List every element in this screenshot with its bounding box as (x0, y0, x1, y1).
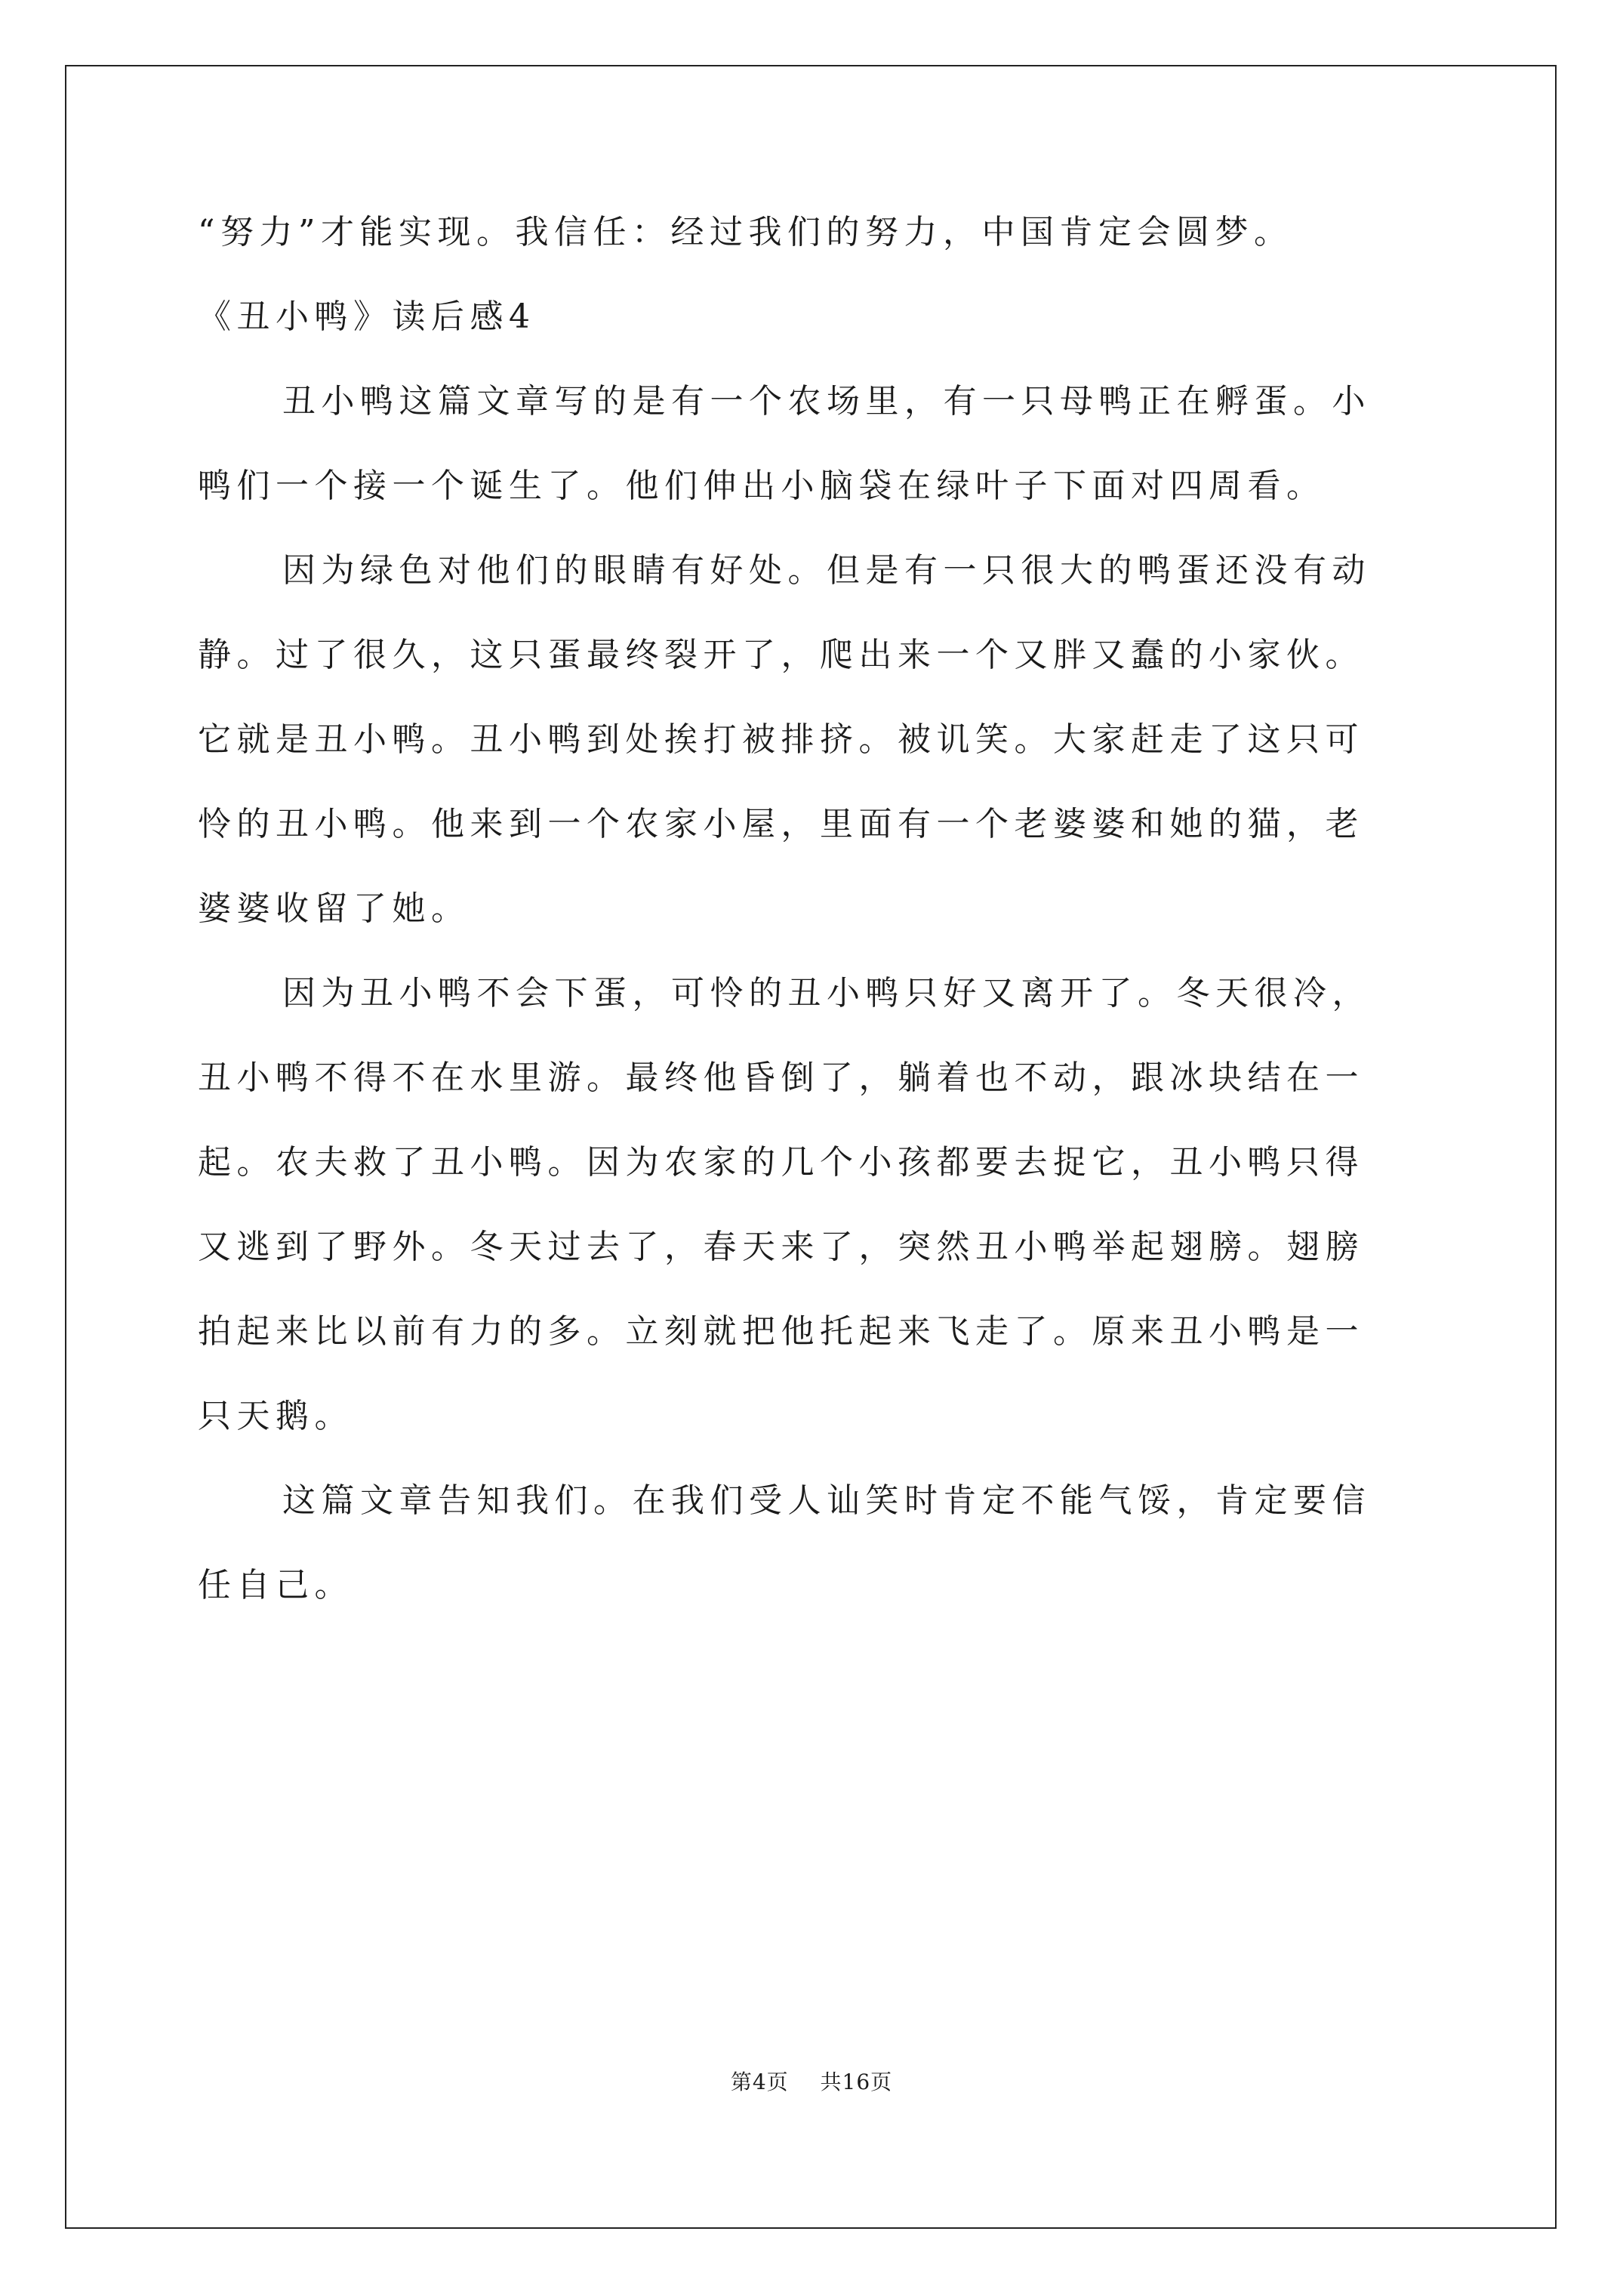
text-line: 任自己。 (198, 1566, 353, 1604)
text-line: 这篇文章告知我们。在我们受人讪笑时肯定不能气馁，肯定要信 (282, 1481, 1371, 1520)
page-number: 第4页 (730, 2069, 789, 2094)
text-line: 拍起来比以前有力的多。立刻就把他托起来飞走了。原来丑小鸭是一 (198, 1312, 1364, 1351)
text-line: 丑小鸭这篇文章写的是有一个农场里，有一只母鸭正在孵蛋。小 (282, 382, 1371, 421)
text-line: 又逃到了野外。冬天过去了，春天来了，突然丑小鸭举起翅膀。翅膀 (198, 1228, 1364, 1266)
text-line: 因为丑小鸭不会下蛋，可怜的丑小鸭只好又离开了。冬天很冷， (282, 974, 1371, 1012)
text-line: 因为绿色对他们的眼睛有好处。但是有一只很大的鸭蛋还没有动 (282, 551, 1371, 590)
section-heading: 《丑小鸭》读后感4 (198, 297, 536, 336)
text-line: 它就是丑小鸭。丑小鸭到处挨打被排挤。被讥笑。大家赶走了这只可 (198, 720, 1364, 759)
text-line: “努力”才能实现。我信任：经过我们的努力，中国肯定会圆梦。 (198, 213, 1293, 251)
text-line: 静。过了很久，这只蛋最终裂开了，爬出来一个又胖又蠢的小家伙。 (198, 636, 1364, 674)
page-footer (0, 2066, 1623, 2096)
page-total: 共16页 (820, 2069, 893, 2094)
text-line: 鸭们一个接一个诞生了。他们伸出小脑袋在绿叶子下面对四周看。 (198, 467, 1326, 505)
text-line: 婆婆收留了她。 (198, 889, 470, 928)
document-body (198, 210, 1427, 1647)
text-line: 丑小鸭不得不在水里游。最终他昏倒了，躺着也不动，跟冰块结在一 (198, 1059, 1364, 1097)
text-line: 起。农夫救了丑小鸭。因为农家的几个小孩都要去捉它，丑小鸭只得 (198, 1143, 1364, 1182)
text-line: 怜的丑小鸭。他来到一个农家小屋，里面有一个老婆婆和她的猫，老 (198, 805, 1364, 843)
text-line: 只天鹅。 (198, 1397, 353, 1435)
